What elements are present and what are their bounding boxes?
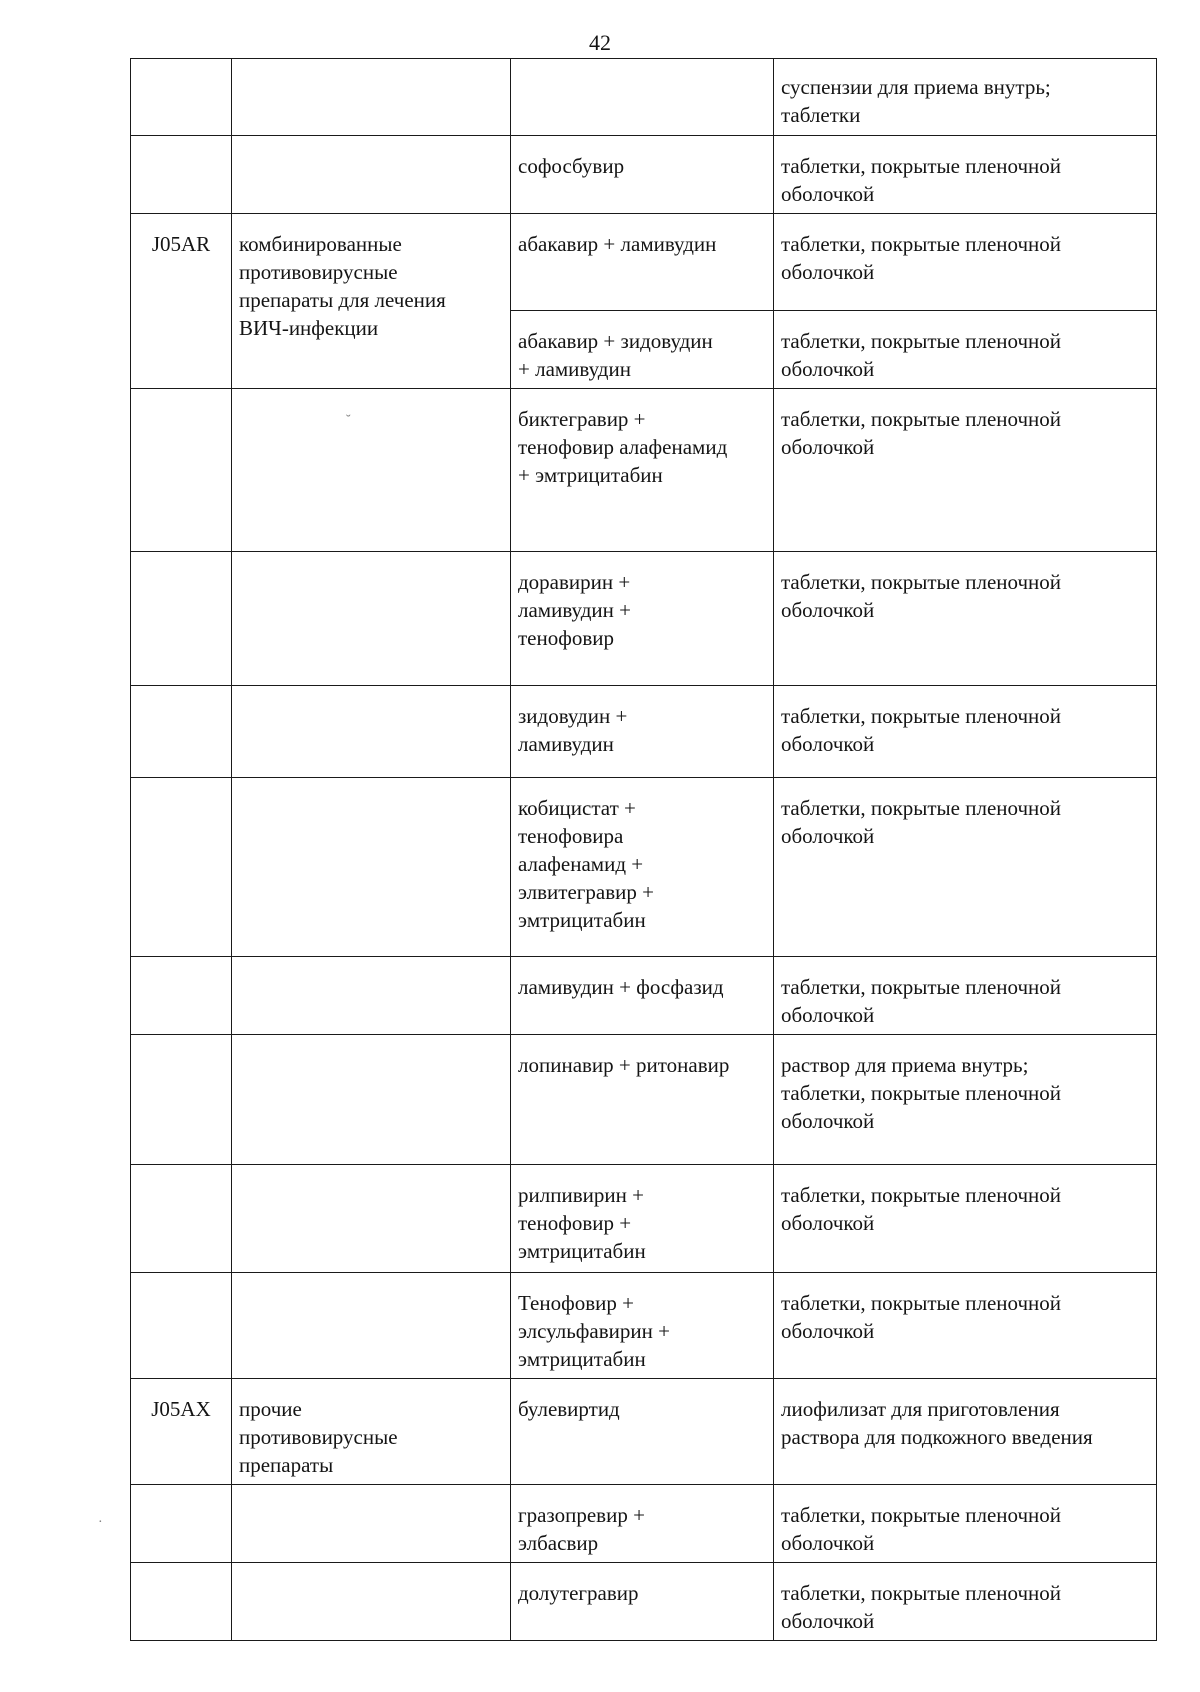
dosage-form-cell [774, 59, 1157, 136]
table-row [131, 214, 1157, 311]
dosage-form: таблетки, покрытые пленочной оболочкой [781, 154, 1062, 206]
drug-cell [511, 311, 774, 389]
group-cell [232, 389, 511, 552]
drug-name: гразопревир + элбасвир [518, 1503, 645, 1555]
table-row [131, 778, 1157, 957]
atc-code: J05AR [151, 232, 211, 256]
drug-name: кобицистат + тенофовира алафенамид + элвитегравир + эмтрицитабин [518, 796, 654, 932]
group-cell [232, 552, 511, 686]
table-row [131, 59, 1157, 136]
atc-code-cell [131, 1563, 232, 1641]
dosage-form-cell [774, 552, 1157, 686]
table-row [131, 1273, 1157, 1379]
drug-cell [511, 136, 774, 214]
table-row [131, 389, 1157, 552]
table-row [131, 552, 1157, 686]
group-cell [232, 1035, 511, 1165]
drug-cell [511, 389, 774, 552]
drug-cell [511, 1563, 774, 1641]
atc-code: J05AX [151, 1397, 211, 1421]
dosage-form: лиофилизат для приготовления раствора для подкожного введения [781, 1397, 1093, 1449]
dosage-form-cell [774, 214, 1157, 311]
dosage-form: таблетки, покрытые пленочной оболочкой [781, 1503, 1062, 1555]
dosage-form-cell [774, 686, 1157, 778]
table-row [131, 1035, 1157, 1165]
dosage-form: раствор для приема внутрь; таблетки, покрытые пленочной оболочкой [781, 1053, 1062, 1133]
drug-table-body [131, 59, 1157, 1641]
drug-name: доравирин + ламивудин + тенофовир [518, 570, 631, 650]
atc-code-cell [131, 552, 232, 686]
table-row [131, 957, 1157, 1035]
atc-code-cell [131, 686, 232, 778]
atc-code-cell [131, 214, 232, 389]
atc-code-cell [131, 957, 232, 1035]
drug-cell [511, 1273, 774, 1379]
atc-code-cell [131, 59, 232, 136]
table-row [131, 686, 1157, 778]
table-row [131, 1165, 1157, 1273]
drug-name: абакавир + ламивудин [518, 232, 717, 256]
pharmacological-group: комбинированные противовирусные препараты для лечения ВИЧ-инфекции [239, 232, 446, 340]
drug-cell [511, 214, 774, 311]
dosage-form-cell [774, 1165, 1157, 1273]
table-row [131, 1485, 1157, 1563]
dosage-form-cell [774, 957, 1157, 1035]
group-cell [232, 1485, 511, 1563]
drug-cell [511, 1379, 774, 1485]
dosage-form-cell [774, 1379, 1157, 1485]
dosage-form: таблетки, покрытые пленочной оболочкой [781, 704, 1062, 756]
dosage-form-cell [774, 136, 1157, 214]
dosage-form-cell [774, 1485, 1157, 1563]
drug-name: лопинавир + ритонавир [518, 1053, 730, 1077]
dosage-form: таблетки, покрытые пленочной оболочкой [781, 1183, 1062, 1235]
dosage-form-cell [774, 311, 1157, 389]
drug-cell [511, 778, 774, 957]
atc-code-cell [131, 389, 232, 552]
drug-name: ламивудин + фосфазид [518, 975, 724, 999]
group-cell [232, 59, 511, 136]
dosage-form: таблетки, покрытые пленочной оболочкой [781, 329, 1062, 381]
group-cell [232, 778, 511, 957]
dosage-form-cell [774, 1563, 1157, 1641]
drug-cell [511, 686, 774, 778]
page-number: 42 [589, 30, 611, 55]
group-cell [232, 957, 511, 1035]
dosage-form: таблетки, покрытые пленочной оболочкой [781, 975, 1062, 1027]
scan-speck: · [98, 1515, 103, 1530]
group-cell [232, 214, 511, 389]
group-cell [232, 136, 511, 214]
pharmacological-group: прочие противовирусные препараты [239, 1397, 398, 1477]
dosage-form: таблетки, покрытые пленочной оболочкой [781, 232, 1062, 284]
dosage-form-cell [774, 1273, 1157, 1379]
dosage-form-cell [774, 389, 1157, 552]
dosage-form-cell [774, 1035, 1157, 1165]
group-cell [232, 686, 511, 778]
atc-code-cell [131, 136, 232, 214]
atc-code-cell [131, 1165, 232, 1273]
atc-code-cell [131, 778, 232, 957]
table-row [131, 136, 1157, 214]
group-cell [232, 1563, 511, 1641]
scan-speck: ˘ [346, 413, 351, 428]
drug-name: долутегравир [518, 1581, 639, 1605]
table-row [131, 1563, 1157, 1641]
drug-name: рилпивирин + тенофовир + эмтрицитабин [518, 1183, 646, 1263]
dosage-form: таблетки, покрытые пленочной оболочкой [781, 407, 1062, 459]
drug-cell [511, 1035, 774, 1165]
group-cell [232, 1165, 511, 1273]
group-cell [232, 1273, 511, 1379]
drug-name: софосбувир [518, 154, 625, 178]
dosage-form: суспензии для приема внутрь; таблетки [781, 75, 1051, 127]
drug-name: абакавир + зидовудин + ламивудин [518, 329, 713, 381]
dosage-form-cell [774, 778, 1157, 957]
atc-code-cell [131, 1273, 232, 1379]
drug-name: Тенофовир + элсульфавирин + эмтрицитабин [518, 1291, 670, 1371]
drug-name: биктегравир + тенофовир алафенамид + эмтрицитабин [518, 407, 728, 487]
dosage-form: таблетки, покрытые пленочной оболочкой [781, 1291, 1062, 1343]
drug-name: булевиртид [518, 1397, 620, 1421]
dosage-form: таблетки, покрытые пленочной оболочкой [781, 570, 1062, 622]
drug-cell [511, 552, 774, 686]
drug-name: зидовудин + ламивудин [518, 704, 628, 756]
drug-cell [511, 59, 774, 136]
drug-table [130, 58, 1157, 1641]
drug-cell [511, 1165, 774, 1273]
group-cell [232, 1379, 511, 1485]
atc-code-cell [131, 1379, 232, 1485]
atc-code-cell [131, 1485, 232, 1563]
dosage-form: таблетки, покрытые пленочной оболочкой [781, 1581, 1062, 1633]
atc-code-cell [131, 1035, 232, 1165]
drug-cell [511, 1485, 774, 1563]
drug-cell [511, 957, 774, 1035]
table-row [131, 1379, 1157, 1485]
dosage-form: таблетки, покрытые пленочной оболочкой [781, 796, 1062, 848]
